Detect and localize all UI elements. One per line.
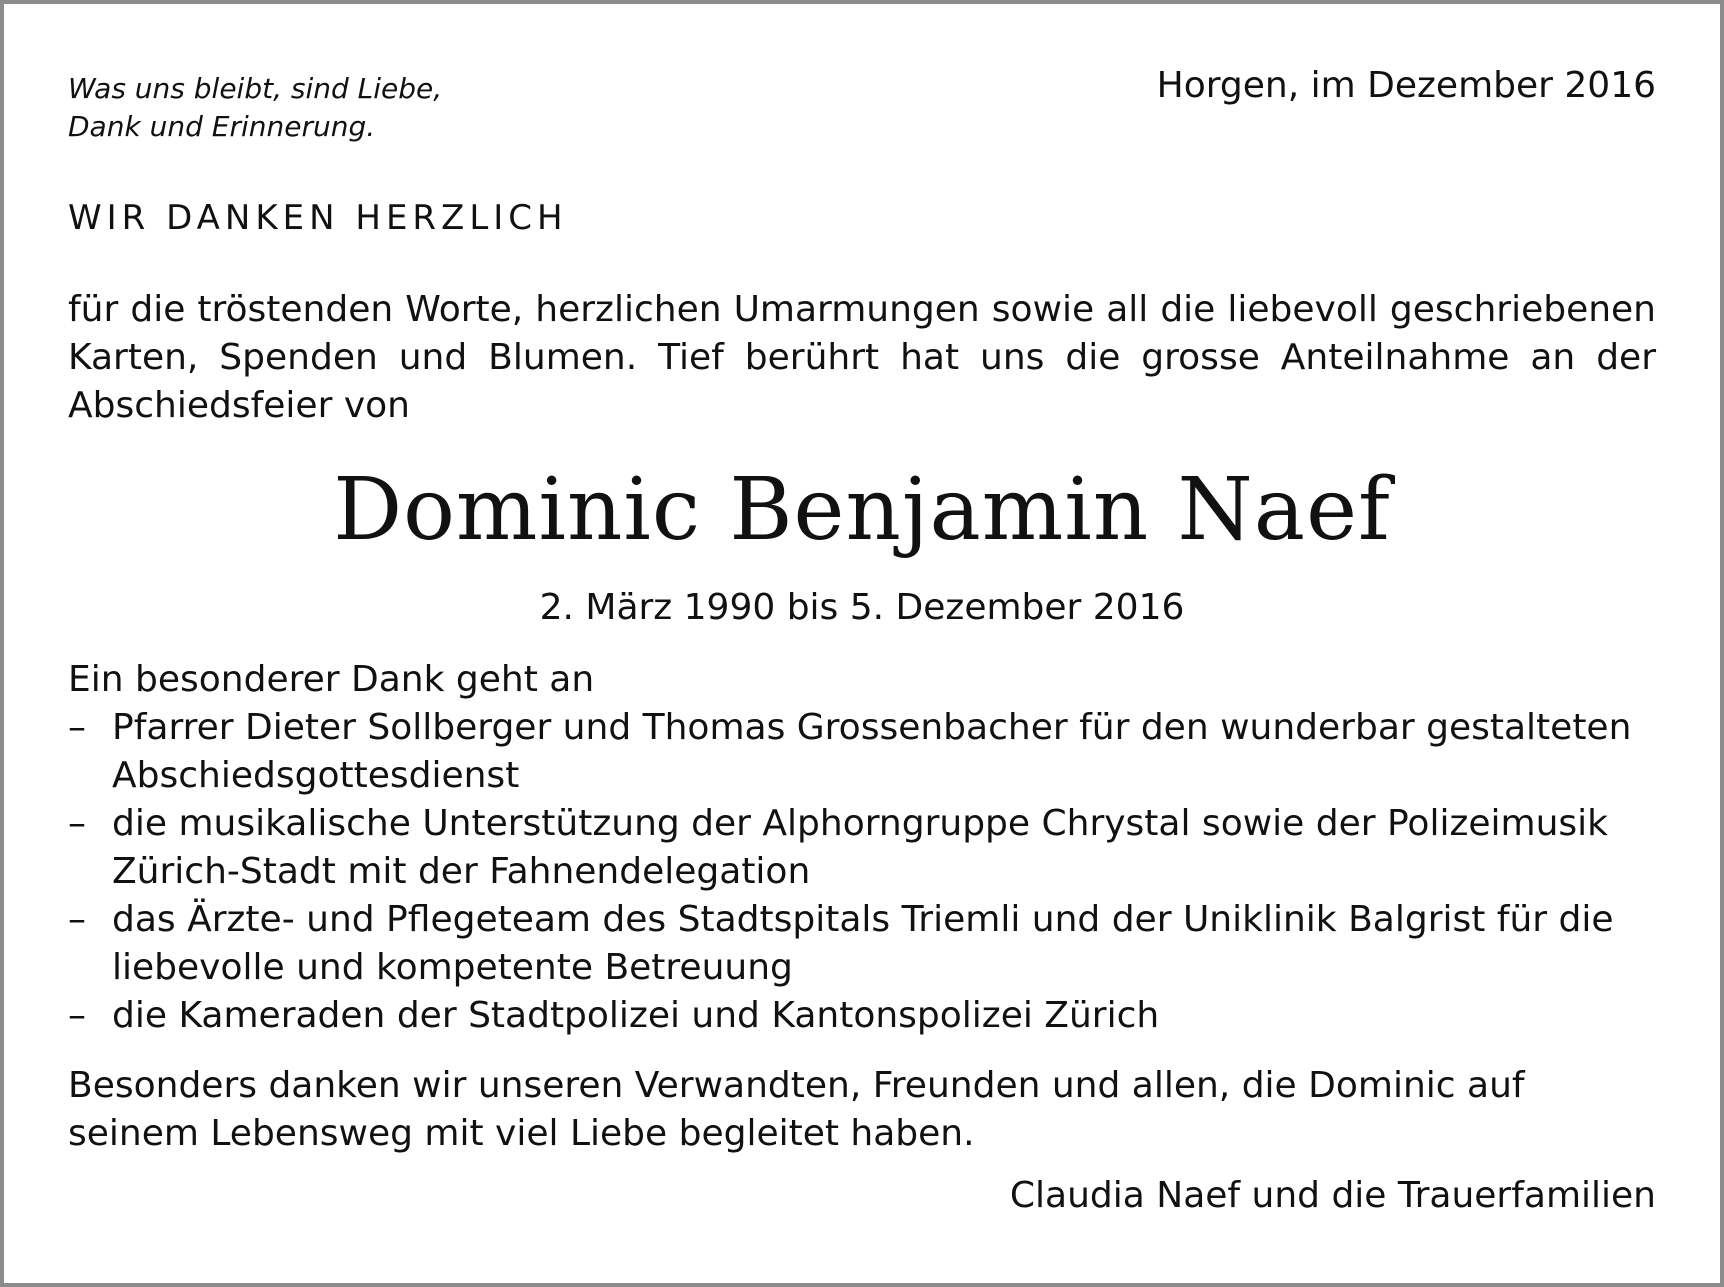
intro-paragraph: für die tröstenden Worte, herzlichen Umarmungen sowie all die liebevoll geschriebenen Karten, Spenden und Blumen. Tief berührt hat uns die grosse Anteilnahme an der Abschiedsfeier von [68, 289, 1656, 426]
motto-line-1: Was uns bleibt, sind Liebe, [68, 72, 443, 105]
motto [68, 70, 442, 146]
list-item-text: das Ärzte- und Pflegeteam des Stadtspitals Triemli und der Uniklinik Balgrist für die liebevolle und kompetente Betreuung [112, 899, 1614, 988]
list-item [68, 992, 1656, 1040]
dash: – [68, 899, 86, 940]
dash: – [68, 707, 86, 748]
list-item [68, 800, 1656, 896]
place-date: Horgen, im Dezember 2016 [1156, 65, 1656, 106]
list-item-text: die Kameraden der Stadtpolizei und Kantonspolizei Zürich [112, 995, 1160, 1036]
dash: – [68, 803, 86, 844]
signature: Claudia Naef und die Trauerfamilien [1009, 1175, 1656, 1216]
motto-line-2: Dank und Erinnerung. [68, 110, 376, 143]
list-item-text: Pfarrer Dieter Sollberger und Thomas Grossenbacher für den wunderbar gestalteten Abschiedsgottesdienst [112, 707, 1632, 796]
dash: – [68, 995, 86, 1036]
list-item-text: die musikalische Unterstützung der Alphorngruppe Chrystal sowie der Polizeimusik Zürich-Stadt mit der Fahnendelegation [112, 803, 1608, 892]
deceased-name: Dominic Benjamin Naef [333, 460, 1391, 560]
life-dates: 2. März 1990 bis 5. Dezember 2016 [539, 587, 1185, 628]
thanks-list [68, 704, 1656, 1040]
heading: WIR DANKEN HERZLICH [68, 198, 568, 238]
closing-paragraph: Besonders danken wir unseren Verwandten, Freunden und allen, die Dominic auf seinem Lebensweg mit viel Liebe begleitet haben. [68, 1065, 1525, 1154]
thanks-intro: Ein besonderer Dank geht an [68, 659, 595, 700]
list-item [68, 704, 1656, 800]
list-item [68, 896, 1656, 992]
